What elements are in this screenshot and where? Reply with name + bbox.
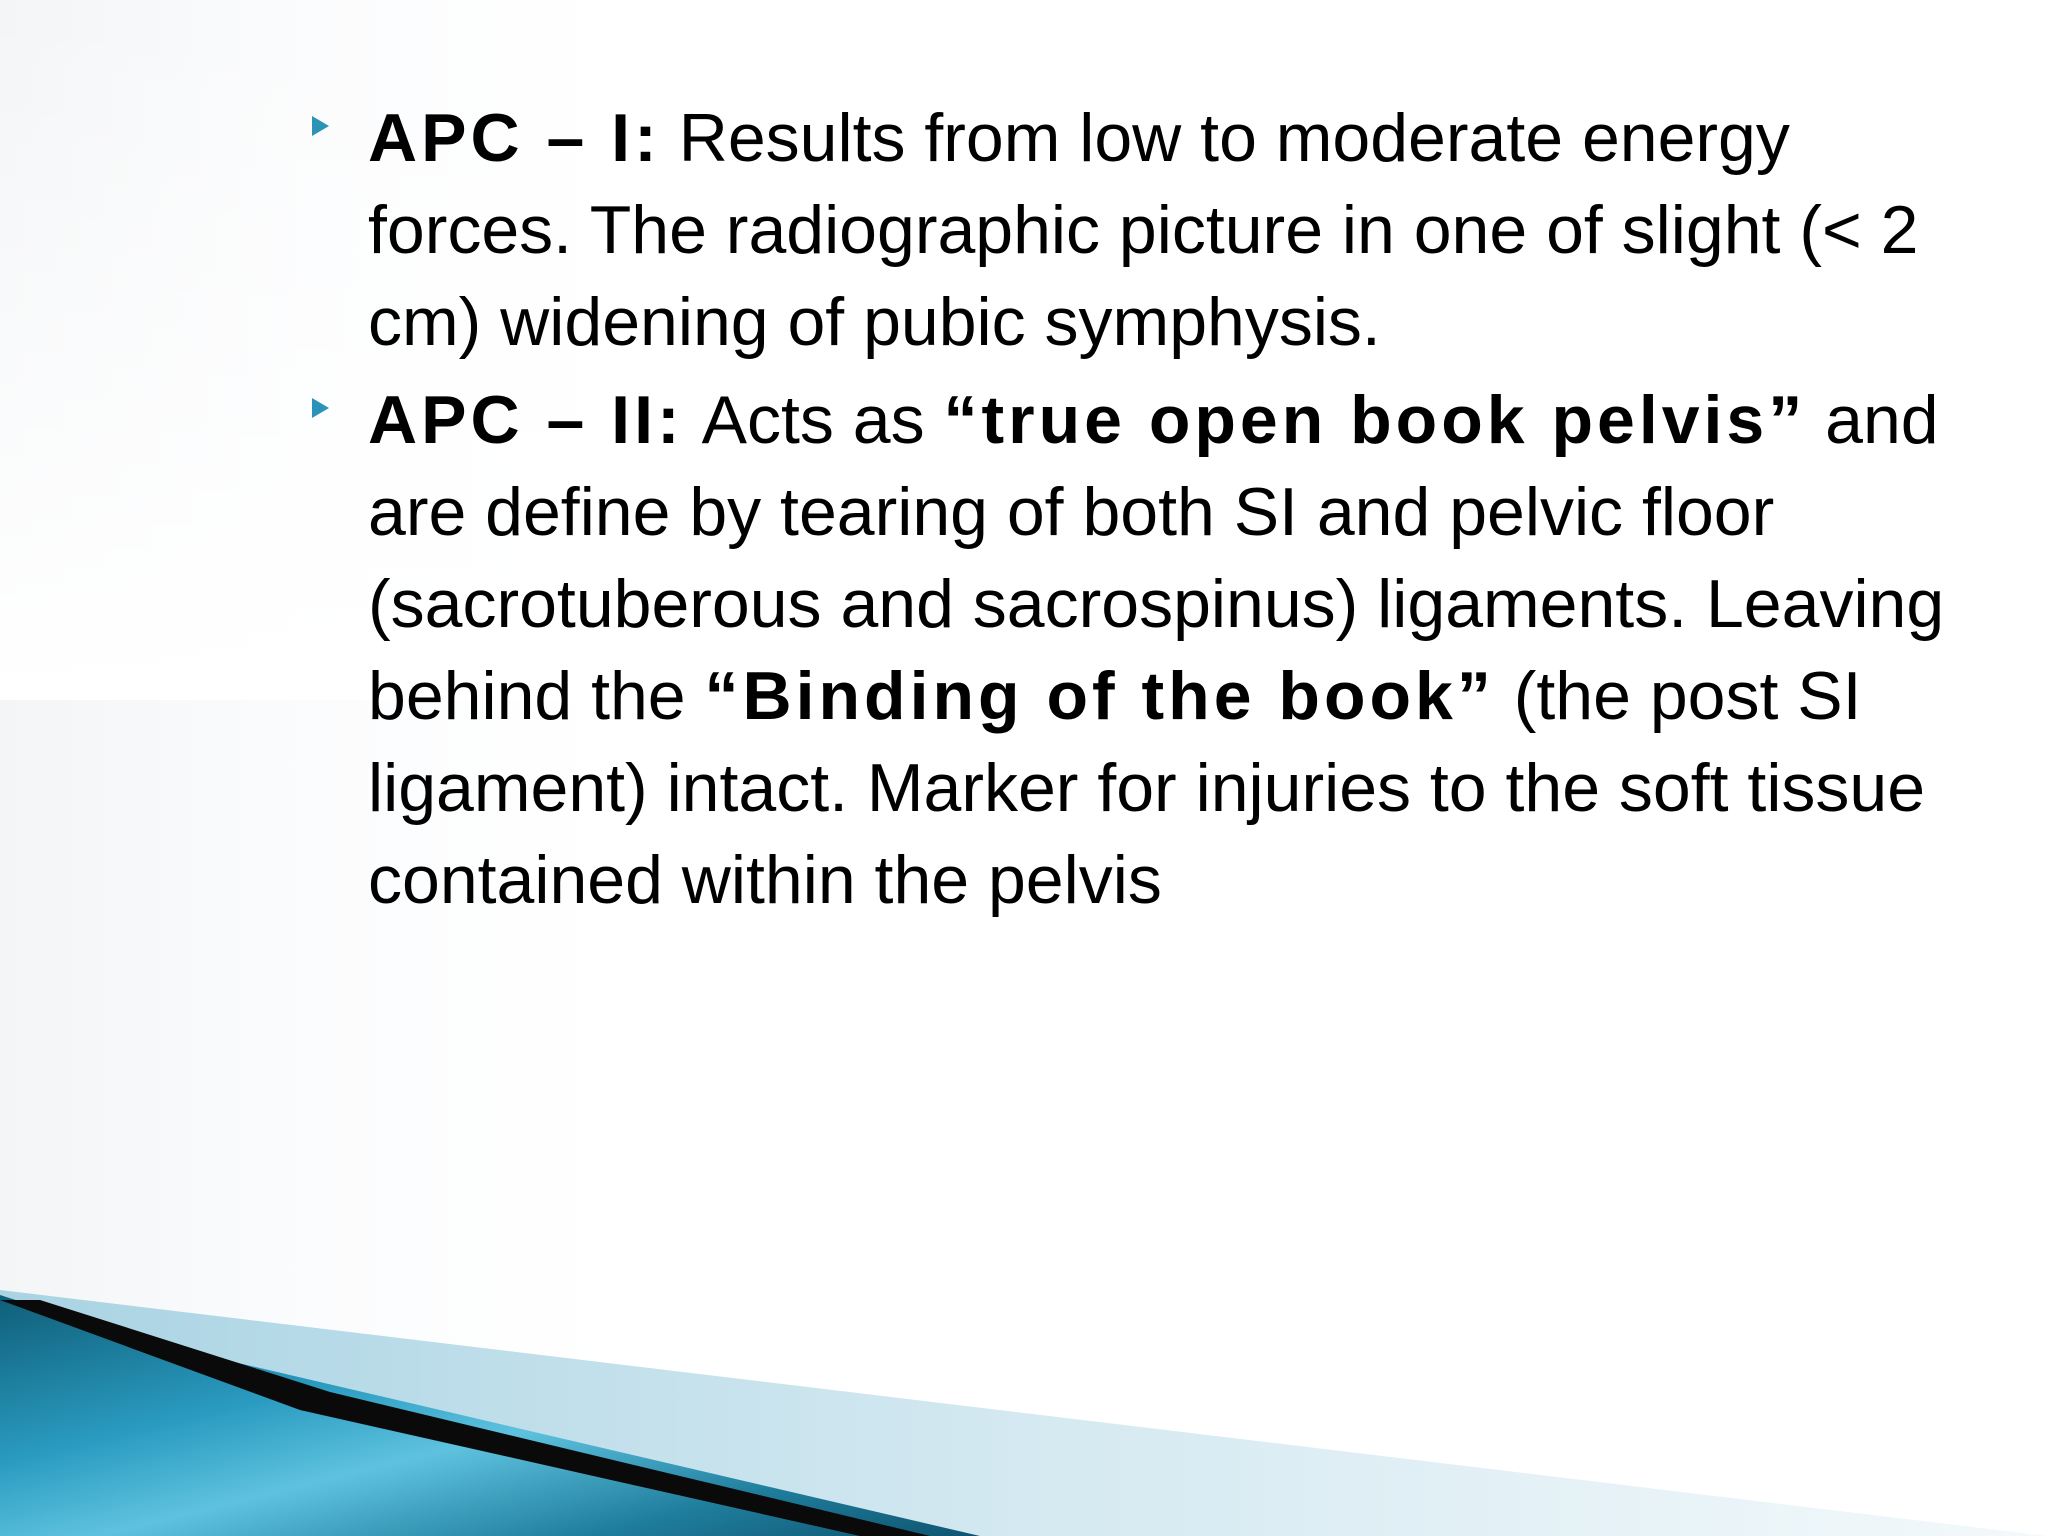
triangle-bullet-icon xyxy=(312,116,329,136)
term-apc-1: APC – I: xyxy=(368,100,661,176)
emphasis-open-book: “true open book pelvis” xyxy=(943,382,1807,458)
bullet-item-apc-1 xyxy=(312,92,2012,368)
emphasis-binding-of-book: “Binding of the book” xyxy=(704,658,1495,734)
bullet-list xyxy=(312,92,2012,932)
description-apc-2-part-2: and are define by tearing of both SI and pelvic floor (sacrotuberous and sacrospinus) ligaments. Leaving behind the xyxy=(368,382,1945,734)
description-apc-2-part-3: (the post SI ligament) intact. Marker for injuries to the soft tissue contained within the pelvis xyxy=(368,658,1926,918)
triangle-bullet-icon xyxy=(312,398,329,418)
description-apc-2-part-1: Acts as xyxy=(701,382,944,458)
term-apc-2: APC – II: xyxy=(368,382,684,458)
bullet-item-apc-2 xyxy=(312,374,2012,926)
description-apc-1: Results from low to moderate energy forces. The radiographic picture in one of slight (< 2 cm) widening of pubic symphysis. xyxy=(368,100,1919,360)
